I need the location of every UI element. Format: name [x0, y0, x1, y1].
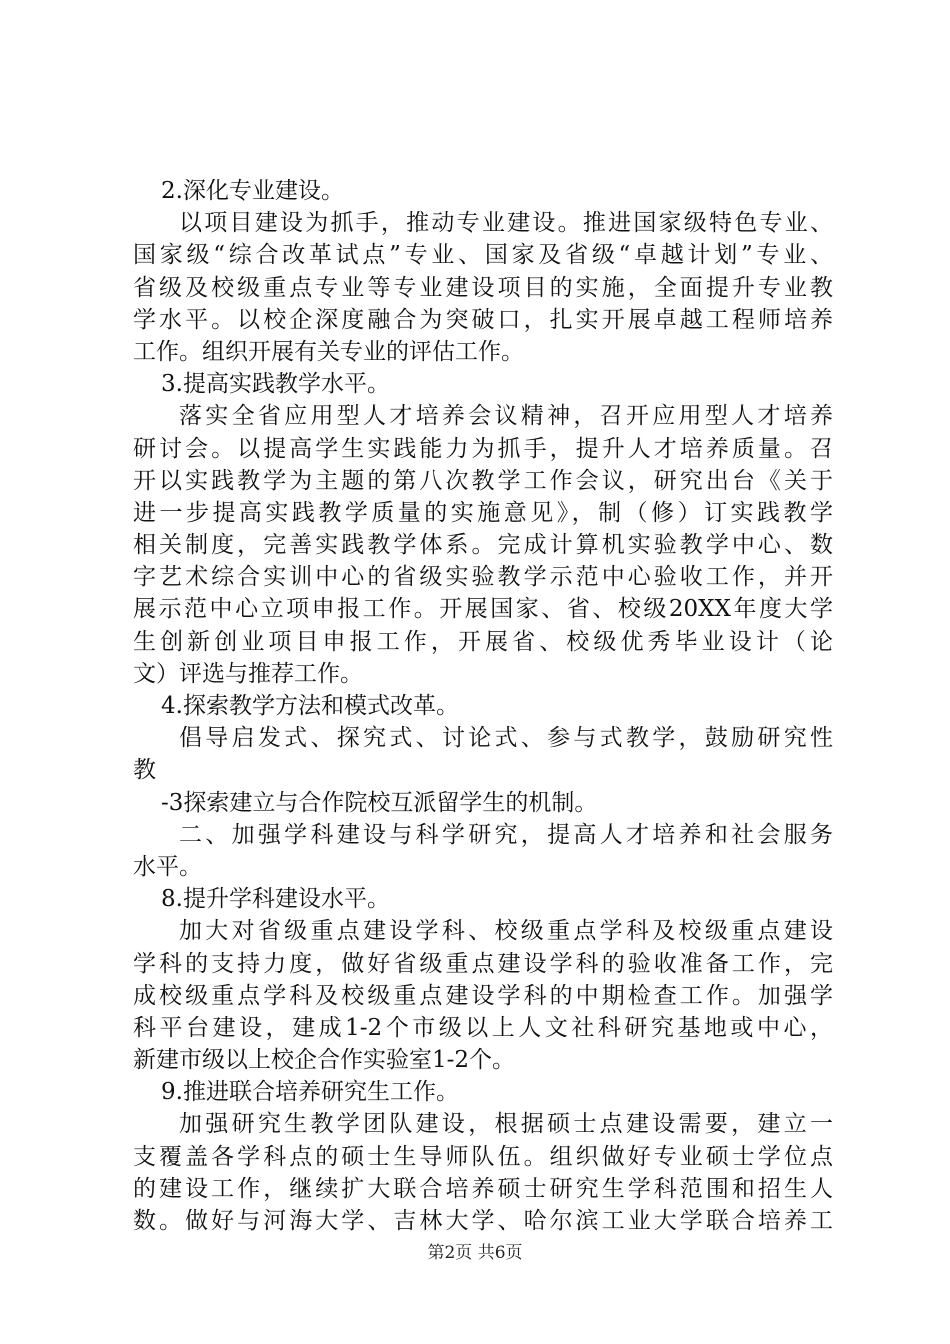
paragraph-line: 展示范中心立项申报工作。开展国家、省、校级20XX年度大学	[133, 596, 833, 623]
paragraph-line: 数。做好与河海大学、吉林大学、哈尔滨工业大学联合培养工	[133, 1208, 833, 1234]
paragraph-line: 文）评选与推荐工作。	[133, 660, 363, 687]
paragraph-line: 教	[133, 757, 156, 784]
section-heading: 8.提升学科建设水平。	[161, 886, 390, 913]
paragraph-line: 加大对省级重点建设学科、校级重点学科及校级重点建设	[179, 918, 833, 945]
paragraph-line: 学水平。以校企深度融合为突破口，扎实开展卓越工程师培养	[133, 306, 833, 333]
paragraph-line: 国家级“综合改革试点”专业、国家及省级“卓越计划”专业、	[133, 242, 833, 269]
paragraph-line: 学科的支持力度，做好省级重点建设学科的验收准备工作，完	[133, 950, 833, 977]
paragraph-line: 以项目建设为抓手，推动专业建设。推进国家级特色专业、	[179, 210, 833, 237]
paragraph-line: 落实全省应用型人才培养会议精神，召开应用型人才培养	[179, 403, 833, 430]
paragraph-line: 的建设工作，继续扩大联合培养硕士研究生学科范围和招生人	[133, 1175, 833, 1202]
paragraph-line: 省级及校级重点专业等专业建设项目的实施，全面提升专业教	[133, 274, 833, 301]
paragraph-line: 工作。组织开展有关专业的评估工作。	[133, 338, 524, 365]
paragraph-line: 倡导启发式、探究式、讨论式、参与式教学，鼓励研究性	[179, 725, 833, 752]
paragraph-line: 加强研究生教学团队建设，根据硕士点建设需要，建立一	[179, 1111, 833, 1138]
paragraph-line: 成校级重点学科及校级重点建设学科的中期检查工作。加强学	[133, 982, 833, 1009]
section-heading: 3.提高实践教学水平。	[161, 371, 390, 398]
paragraph-line: 新建市级以上校企合作实验室1-2个。	[133, 1047, 516, 1074]
section-heading: 2.深化专业建设。	[161, 178, 344, 204]
paragraph-line: 开以实践教学为主题的第八次教学工作会议，研究出台《关于	[133, 467, 833, 494]
paragraph-line: 支覆盖各学科点的硕士生导师队伍。组织做好专业硕士学位点	[133, 1143, 833, 1170]
document-body	[133, 175, 833, 1237]
section-heading: 9.推进联合培养研究生工作。	[161, 1079, 459, 1106]
paragraph-line: 研讨会。以提高学生实践能力为抓手，提升人才培养质量。召	[133, 435, 833, 462]
paragraph-line: -3探索建立与合作院校互派留学生的机制。	[161, 789, 598, 816]
paragraph-line: 进一步提高实践教学质量的实施意见》，制（修）订实践教学	[133, 499, 833, 526]
section-heading: 二、加强学科建设与科学研究，提高人才培养和社会服务	[179, 821, 833, 848]
paragraph-line: 相关制度，完善实践教学体系。完成计算机实验教学中心、数	[133, 532, 833, 559]
paragraph-line: 科平台建设，建成1-2个市级以上人文社科研究基地或中心，	[133, 1014, 833, 1041]
paragraph-line: 字艺术综合实训中心的省级实验教学示范中心验收工作，并开	[133, 564, 833, 591]
section-heading: 4.探索教学方法和模式改革。	[161, 693, 459, 719]
section-heading: 水平。	[133, 853, 202, 880]
page-number-footer: 第2页 共6页	[427, 1243, 523, 1263]
paragraph-line: 生创新创业项目申报工作，开展省、校级优秀毕业设计（论	[133, 628, 833, 655]
